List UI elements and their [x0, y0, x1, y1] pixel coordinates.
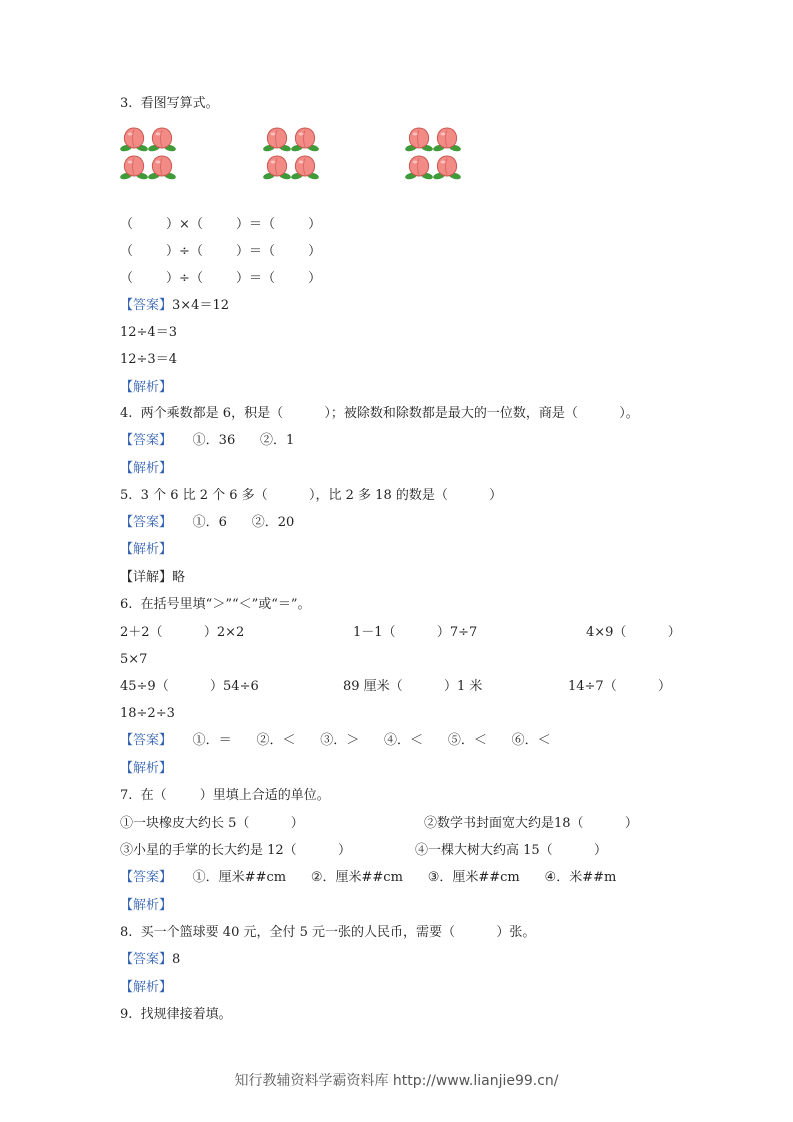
- answer-tag: 【答案】: [120, 733, 173, 748]
- q3-answer-line-3: 12÷3＝4: [120, 352, 177, 367]
- footer-watermark: 知行教辅资料学霸资料库 http://www.lianjie99.cn/: [234, 1073, 559, 1089]
- peach-icon: [405, 152, 433, 180]
- q6-item-2: 1－1（ ）7÷7: [353, 625, 478, 640]
- q6-item-3-cont: 5×7: [120, 652, 148, 667]
- q5-detail-text: 略: [172, 570, 186, 585]
- q9-title: 9. 找规律接着填。: [120, 1007, 232, 1022]
- q5-answer-text: ①．6 ②．20: [172, 515, 295, 530]
- q3-title: 3. 看图写算式。: [120, 96, 219, 111]
- q6-answer: [120, 732, 551, 750]
- peach-icon: [263, 152, 291, 180]
- q3-blank-3: （ ）÷（ ）＝（ ）: [120, 271, 322, 286]
- q6-item-5: 89 厘米（ ）1 米: [343, 679, 483, 694]
- q8-title: 8. 买一个篮球要 40 元，全付 5 元一张的人民币，需要（ ）张。: [120, 925, 536, 940]
- q6-analysis-tag: 【解析】: [120, 761, 173, 776]
- q7-title: 7. 在（ ）里填上合适的单位。: [120, 788, 330, 803]
- q4-answer: [120, 432, 294, 450]
- q8-answer-text: 8: [172, 952, 181, 967]
- q5-detail: [120, 569, 185, 587]
- peach-icon: [291, 124, 319, 152]
- peach-icon: [120, 124, 148, 152]
- peach-group-2: [263, 124, 319, 180]
- q4-analysis-tag: 【解析】: [120, 461, 173, 476]
- q3-blank-2: （ ）÷（ ）＝（ ）: [120, 244, 322, 259]
- q6-item-3: 4×9（ ）: [586, 625, 681, 640]
- answer-tag: 【答案】: [120, 298, 173, 313]
- q7-answer: [120, 869, 616, 887]
- answer-tag: 【答案】: [120, 433, 173, 448]
- answer-tag: 【答案】: [120, 515, 173, 530]
- detail-tag: 【详解】: [120, 570, 173, 585]
- peach-icon: [433, 124, 461, 152]
- q5-title: 5. 3 个 6 比 2 个 6 多（ ），比 2 多 18 的数是（ ）: [120, 488, 503, 503]
- q7-answer-text: ①．厘米##cm ②．厘米##cm ③．厘米##cm ④．米##m: [172, 870, 617, 885]
- peach-icon: [148, 124, 176, 152]
- q6-item-6: 14÷7（ ）: [568, 679, 672, 694]
- q3-analysis-tag: 【解析】: [120, 380, 173, 395]
- answer-tag: 【答案】: [120, 952, 173, 967]
- q3-answer-line-1: 3×4＝12: [172, 298, 229, 313]
- peach-icon: [291, 152, 319, 180]
- q7-item-3: ③小星的手掌的长大约是 12（ ）: [120, 843, 351, 858]
- q6-item-4: 45÷9（ ）54÷6: [120, 679, 259, 694]
- q7-item-2: ②数学书封面宽大约是18（ ）: [424, 816, 638, 831]
- q3-blank-1: （ ）×（ ）＝（ ）: [120, 217, 322, 232]
- q3-answer: [120, 297, 229, 315]
- answer-tag: 【答案】: [120, 870, 173, 885]
- q4-answer-text: ①．36 ②．1: [172, 433, 295, 448]
- q8-answer: [120, 951, 180, 969]
- q6-item-6-cont: 18÷2÷3: [120, 706, 175, 721]
- q6-answer-text: ①．＝ ②．＜ ③．＞ ④．＜ ⑤．＜ ⑥．＜: [172, 733, 551, 748]
- q8-analysis-tag: 【解析】: [120, 980, 173, 995]
- peach-icon: [120, 152, 148, 180]
- q6-item-1: 2＋2（ ）2×2: [120, 625, 245, 640]
- peach-group-1: [120, 124, 176, 180]
- q5-answer: [120, 514, 294, 532]
- q7-item-4: ④一棵大树大约高 15（ ）: [415, 843, 607, 858]
- peach-icon: [148, 152, 176, 180]
- q3-answer-line-2: 12÷4＝3: [120, 325, 177, 340]
- peach-group-3: [405, 124, 461, 180]
- peach-icon: [405, 124, 433, 152]
- q7-item-1: ①一块橡皮大约长 5（ ）: [120, 816, 304, 831]
- peach-icon: [433, 152, 461, 180]
- q7-analysis-tag: 【解析】: [120, 898, 173, 913]
- q6-title: 6. 在括号里填“＞”“＜”或“＝”。: [120, 597, 311, 612]
- q5-analysis-tag: 【解析】: [120, 542, 173, 557]
- peach-icon: [263, 124, 291, 152]
- q4-title: 4. 两个乘数都是 6，积是（ ）；被除数和除数都是最大的一位数，商是（ ）。: [120, 406, 639, 421]
